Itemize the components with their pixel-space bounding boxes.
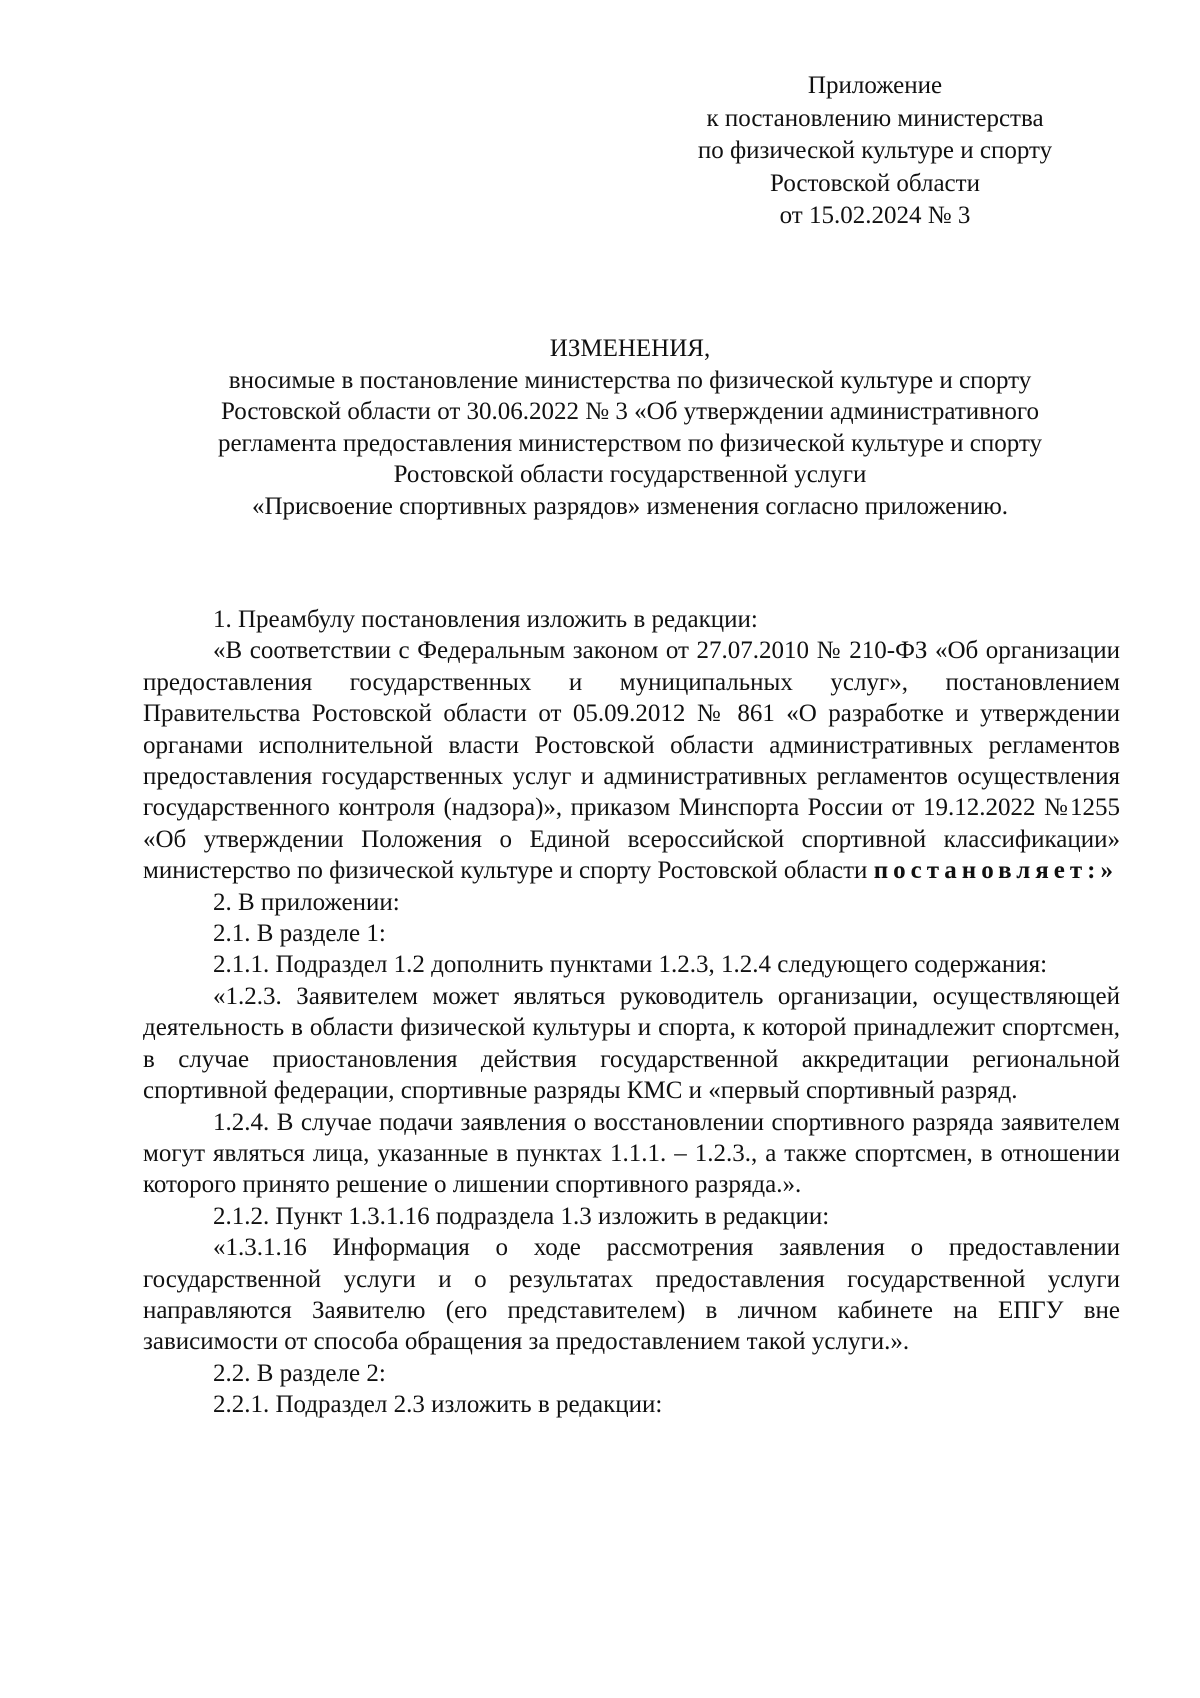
body-paragraph: «1.2.3. Заявителем может являться руководитель организации, осуществляющей деятельность в области физической культуры и спорта, к которой принадлежит спортсмен, в случае приостановления действия государственной аккредитации региональной спортивной федерации, спортивные разряды КМС и «первый спортивный разряд. bbox=[143, 982, 1120, 1105]
body-paragraph: 2.1.1. Подраздел 1.2 дополнить пунктами 1.2.3, 1.2.4 следующего содержания: bbox=[213, 951, 1048, 979]
document-body bbox=[143, 604, 1120, 1421]
document-title bbox=[140, 333, 1120, 522]
body-paragraph: 1. Преамбулу постановления изложить в редакции: bbox=[213, 606, 758, 633]
appendix-date-number: от 15.02.2024 № 3 bbox=[779, 202, 971, 229]
title-line: вносимые в постановление министерства по физической культуре и спорту bbox=[228, 366, 1032, 394]
body-paragraph: «1.3.1.16 Информация о ходе рассмотрения заявления о предоставлении государственной услуги и о результатах предоставления государственной услуги направляются Заявителю (его представителем) в личном кабинете на ЕПГУ вне зависимости от способа обращения за предоставлением такой услуги.». bbox=[143, 1234, 1120, 1356]
appendix-header bbox=[640, 70, 1110, 233]
title-line: Ростовской области государственной услуги bbox=[393, 461, 867, 488]
title-line: «Присвоение спортивных разрядов» изменения согласно приложению. bbox=[251, 492, 1009, 520]
body-paragraph bbox=[143, 635, 1120, 886]
body-paragraph: 2.2.1. Подраздел 2.3 изложить в редакции: bbox=[213, 1391, 663, 1419]
title-line: регламента предоставления министерством по физической культуре и спорту bbox=[217, 429, 1043, 457]
body-paragraph: 2.2. В разделе 2: bbox=[213, 1359, 386, 1387]
body-paragraph: 2. В приложении: bbox=[213, 888, 400, 916]
appendix-label: Приложение bbox=[807, 72, 943, 99]
body-paragraph: 1.2.4. В случае подачи заявления о восстановлении спортивного разряда заявителем могут являться лица, указанные в пунктах 1.1.1. – 1.2.3., а также спортсмен, в отношении которого принято решение о лишении спортивного разряда.». bbox=[143, 1108, 1120, 1199]
appendix-ref-line: по физической культуре и спорту bbox=[697, 137, 1053, 164]
preamble-emphasis: постановляет:» bbox=[873, 857, 1118, 885]
body-paragraph: 2.1. В разделе 1: bbox=[213, 920, 386, 948]
preamble-text: «В соответствии с Федеральным законом от 27.07.2010 № 210-ФЗ «Об организации предоставления государственных и муниципальных услуг», постановлением Правительства Ростовской области от 05.09.2012 № 861 «О разработке и утверждении органами исполнительной власти Ростовской области административных регламентов предоставления государственных услуг и административных регламентов осуществления государственного контроля (надзора)», приказом Минспорта России от 19.12.2022 №1255 «Об утверждении Положения о Единой всероссийской спортивной классификации» министерство по физической культуре и спорту Ростовской области bbox=[143, 637, 1120, 885]
body-paragraph: 2.1.2. Пункт 1.3.1.16 подраздела 1.3 изложить в редакции: bbox=[213, 1202, 830, 1230]
appendix-ref-line: Ростовской области bbox=[770, 169, 980, 197]
appendix-ref-line: к постановлению министерства bbox=[706, 104, 1044, 132]
title-line: Ростовской области от 30.06.2022 № 3 «Об утверждении административного bbox=[221, 398, 1039, 425]
title-heading: ИЗМЕНЕНИЯ, bbox=[549, 335, 711, 362]
